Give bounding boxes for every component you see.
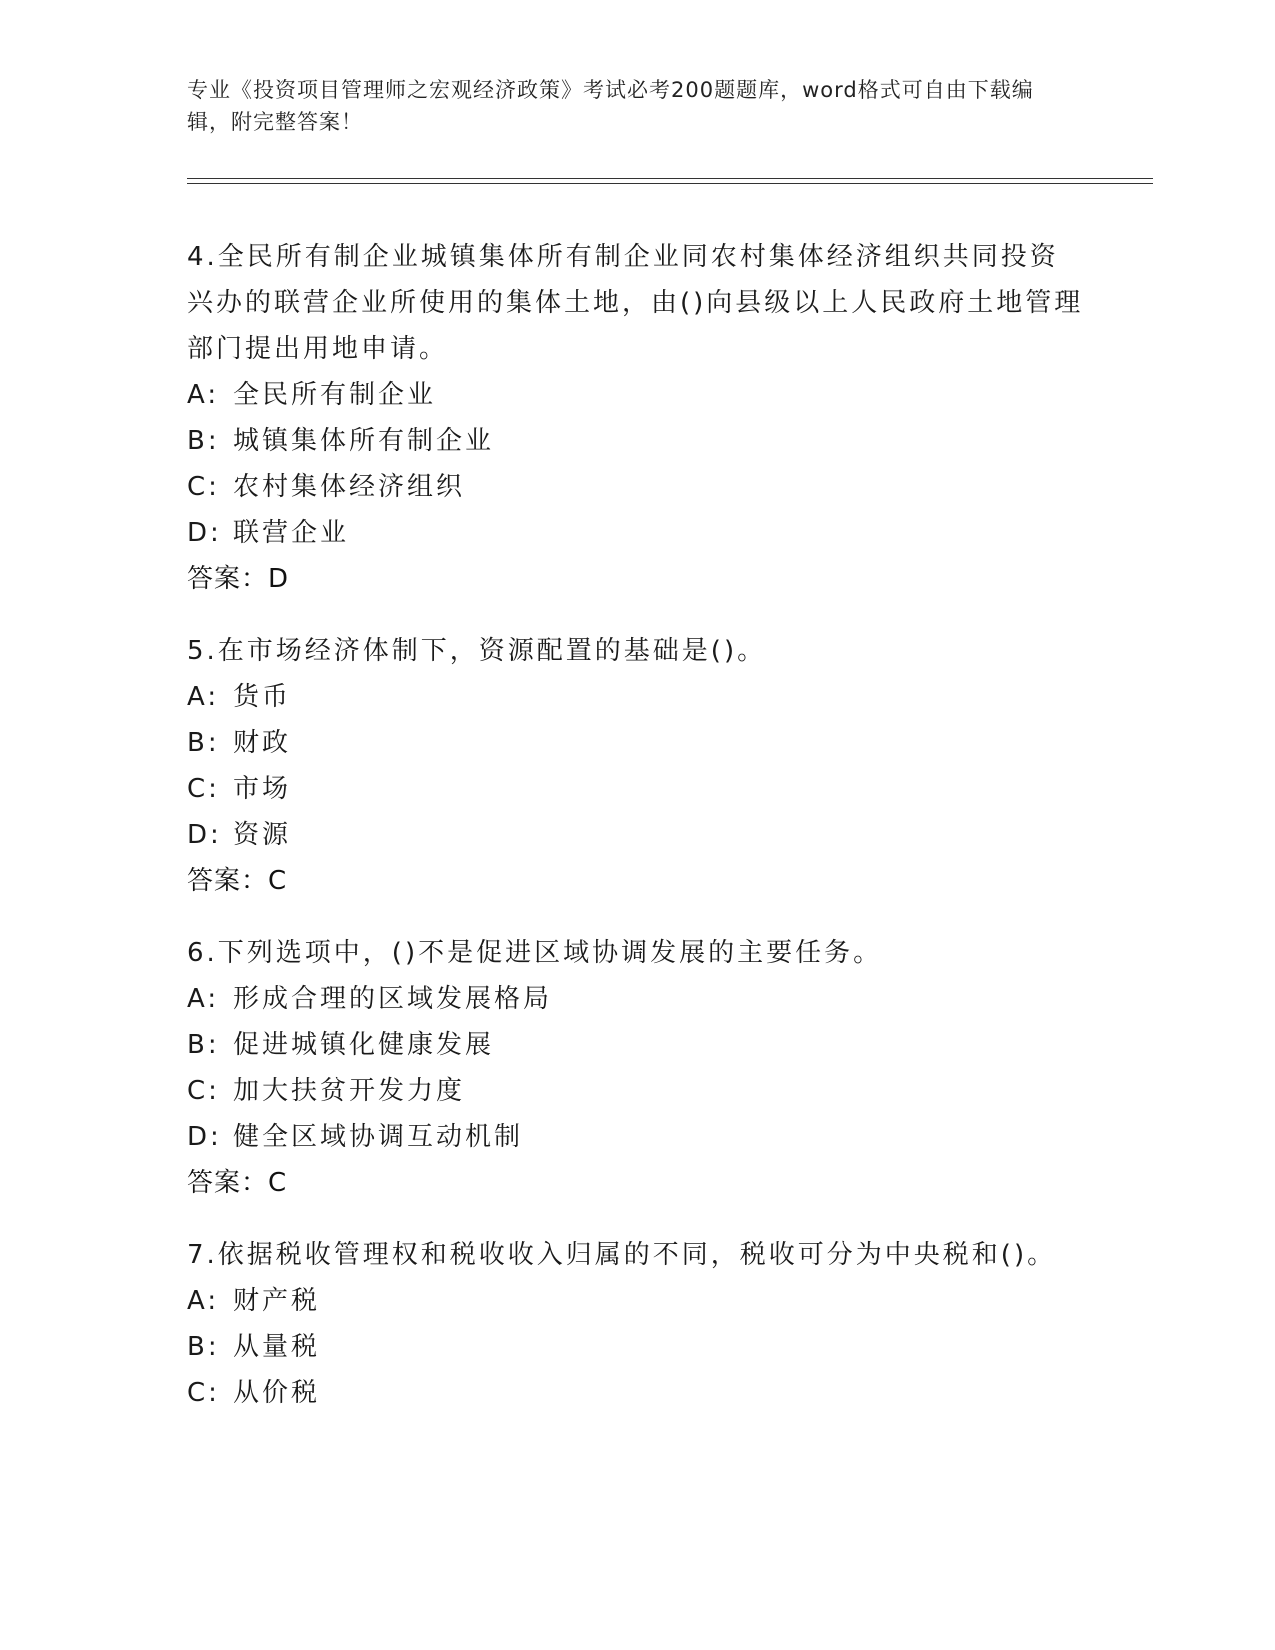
option-text: 全民所有制企业 [233,380,437,410]
option-letter: B: [187,1030,220,1060]
option-c [187,1068,1087,1114]
option-b [187,1324,1087,1370]
option-text: 货币 [233,682,292,712]
option-text: 城镇集体所有制企业 [233,426,495,456]
option-letter: B: [187,1332,220,1362]
option-text: 财政 [233,728,292,758]
option-letter: A: [187,682,220,712]
option-letter: A: [187,380,220,410]
option-text: 联营企业 [233,518,350,548]
question-list [187,234,1087,1442]
option-text: 市场 [233,774,292,804]
answer-line: 答案：C [187,1168,288,1198]
question-stem: 6.下列选项中，()不是促进区域协调发展的主要任务。 [187,938,883,968]
option-letter: A: [187,984,220,1014]
option-letter: D: [187,518,222,548]
header-rule-bottom [187,183,1153,184]
question-5 [187,628,1087,904]
option-text: 资源 [233,820,292,850]
option-letter: A: [187,1286,220,1316]
option-d [187,1114,1087,1160]
option-c [187,1370,1087,1416]
question-4 [187,234,1087,602]
option-text: 促进城镇化健康发展 [233,1030,495,1060]
option-letter: D: [187,1122,222,1152]
option-letter: C: [187,1378,220,1408]
option-c [187,464,1087,510]
option-text: 健全区域协调互动机制 [233,1122,524,1152]
question-6 [187,930,1087,1206]
option-d [187,510,1087,556]
answer-line: 答案：C [187,866,288,896]
option-text: 加大扶贫开发力度 [233,1076,466,1106]
question-stem: 4.全民所有制企业城镇集体所有制企业同农村集体经济组织共同投资兴办的联营企业所使用的集体土地，由()向县级以上人民政府土地管理部门提出用地申请。 [187,242,1084,364]
option-a [187,674,1087,720]
option-a [187,976,1087,1022]
option-letter: C: [187,472,220,502]
document-header: 专业《投资项目管理师之宏观经济政策》考试必考200题题库，word格式可自由下载编辑，附完整答案！ [187,78,1034,134]
question-7 [187,1232,1087,1416]
question-stem: 5.在市场经济体制下，资源配置的基础是()。 [187,636,767,666]
option-c [187,766,1087,812]
option-text: 农村集体经济组织 [233,472,466,502]
option-letter: C: [187,1076,220,1106]
option-b [187,1022,1087,1068]
option-d [187,812,1087,858]
answer-line: 答案：D [187,564,290,594]
option-text: 从量税 [233,1332,321,1362]
option-text: 从价税 [233,1378,321,1408]
option-letter: D: [187,820,222,850]
option-text: 形成合理的区域发展格局 [233,984,553,1014]
option-a [187,372,1087,418]
option-b [187,720,1087,766]
option-letter: C: [187,774,220,804]
option-text: 财产税 [233,1286,321,1316]
question-stem: 7.依据税收管理权和税收收入归属的不同，税收可分为中央税和()。 [187,1240,1057,1270]
option-letter: B: [187,426,220,456]
header-rule-top [187,178,1153,179]
option-a [187,1278,1087,1324]
option-letter: B: [187,728,220,758]
option-b [187,418,1087,464]
